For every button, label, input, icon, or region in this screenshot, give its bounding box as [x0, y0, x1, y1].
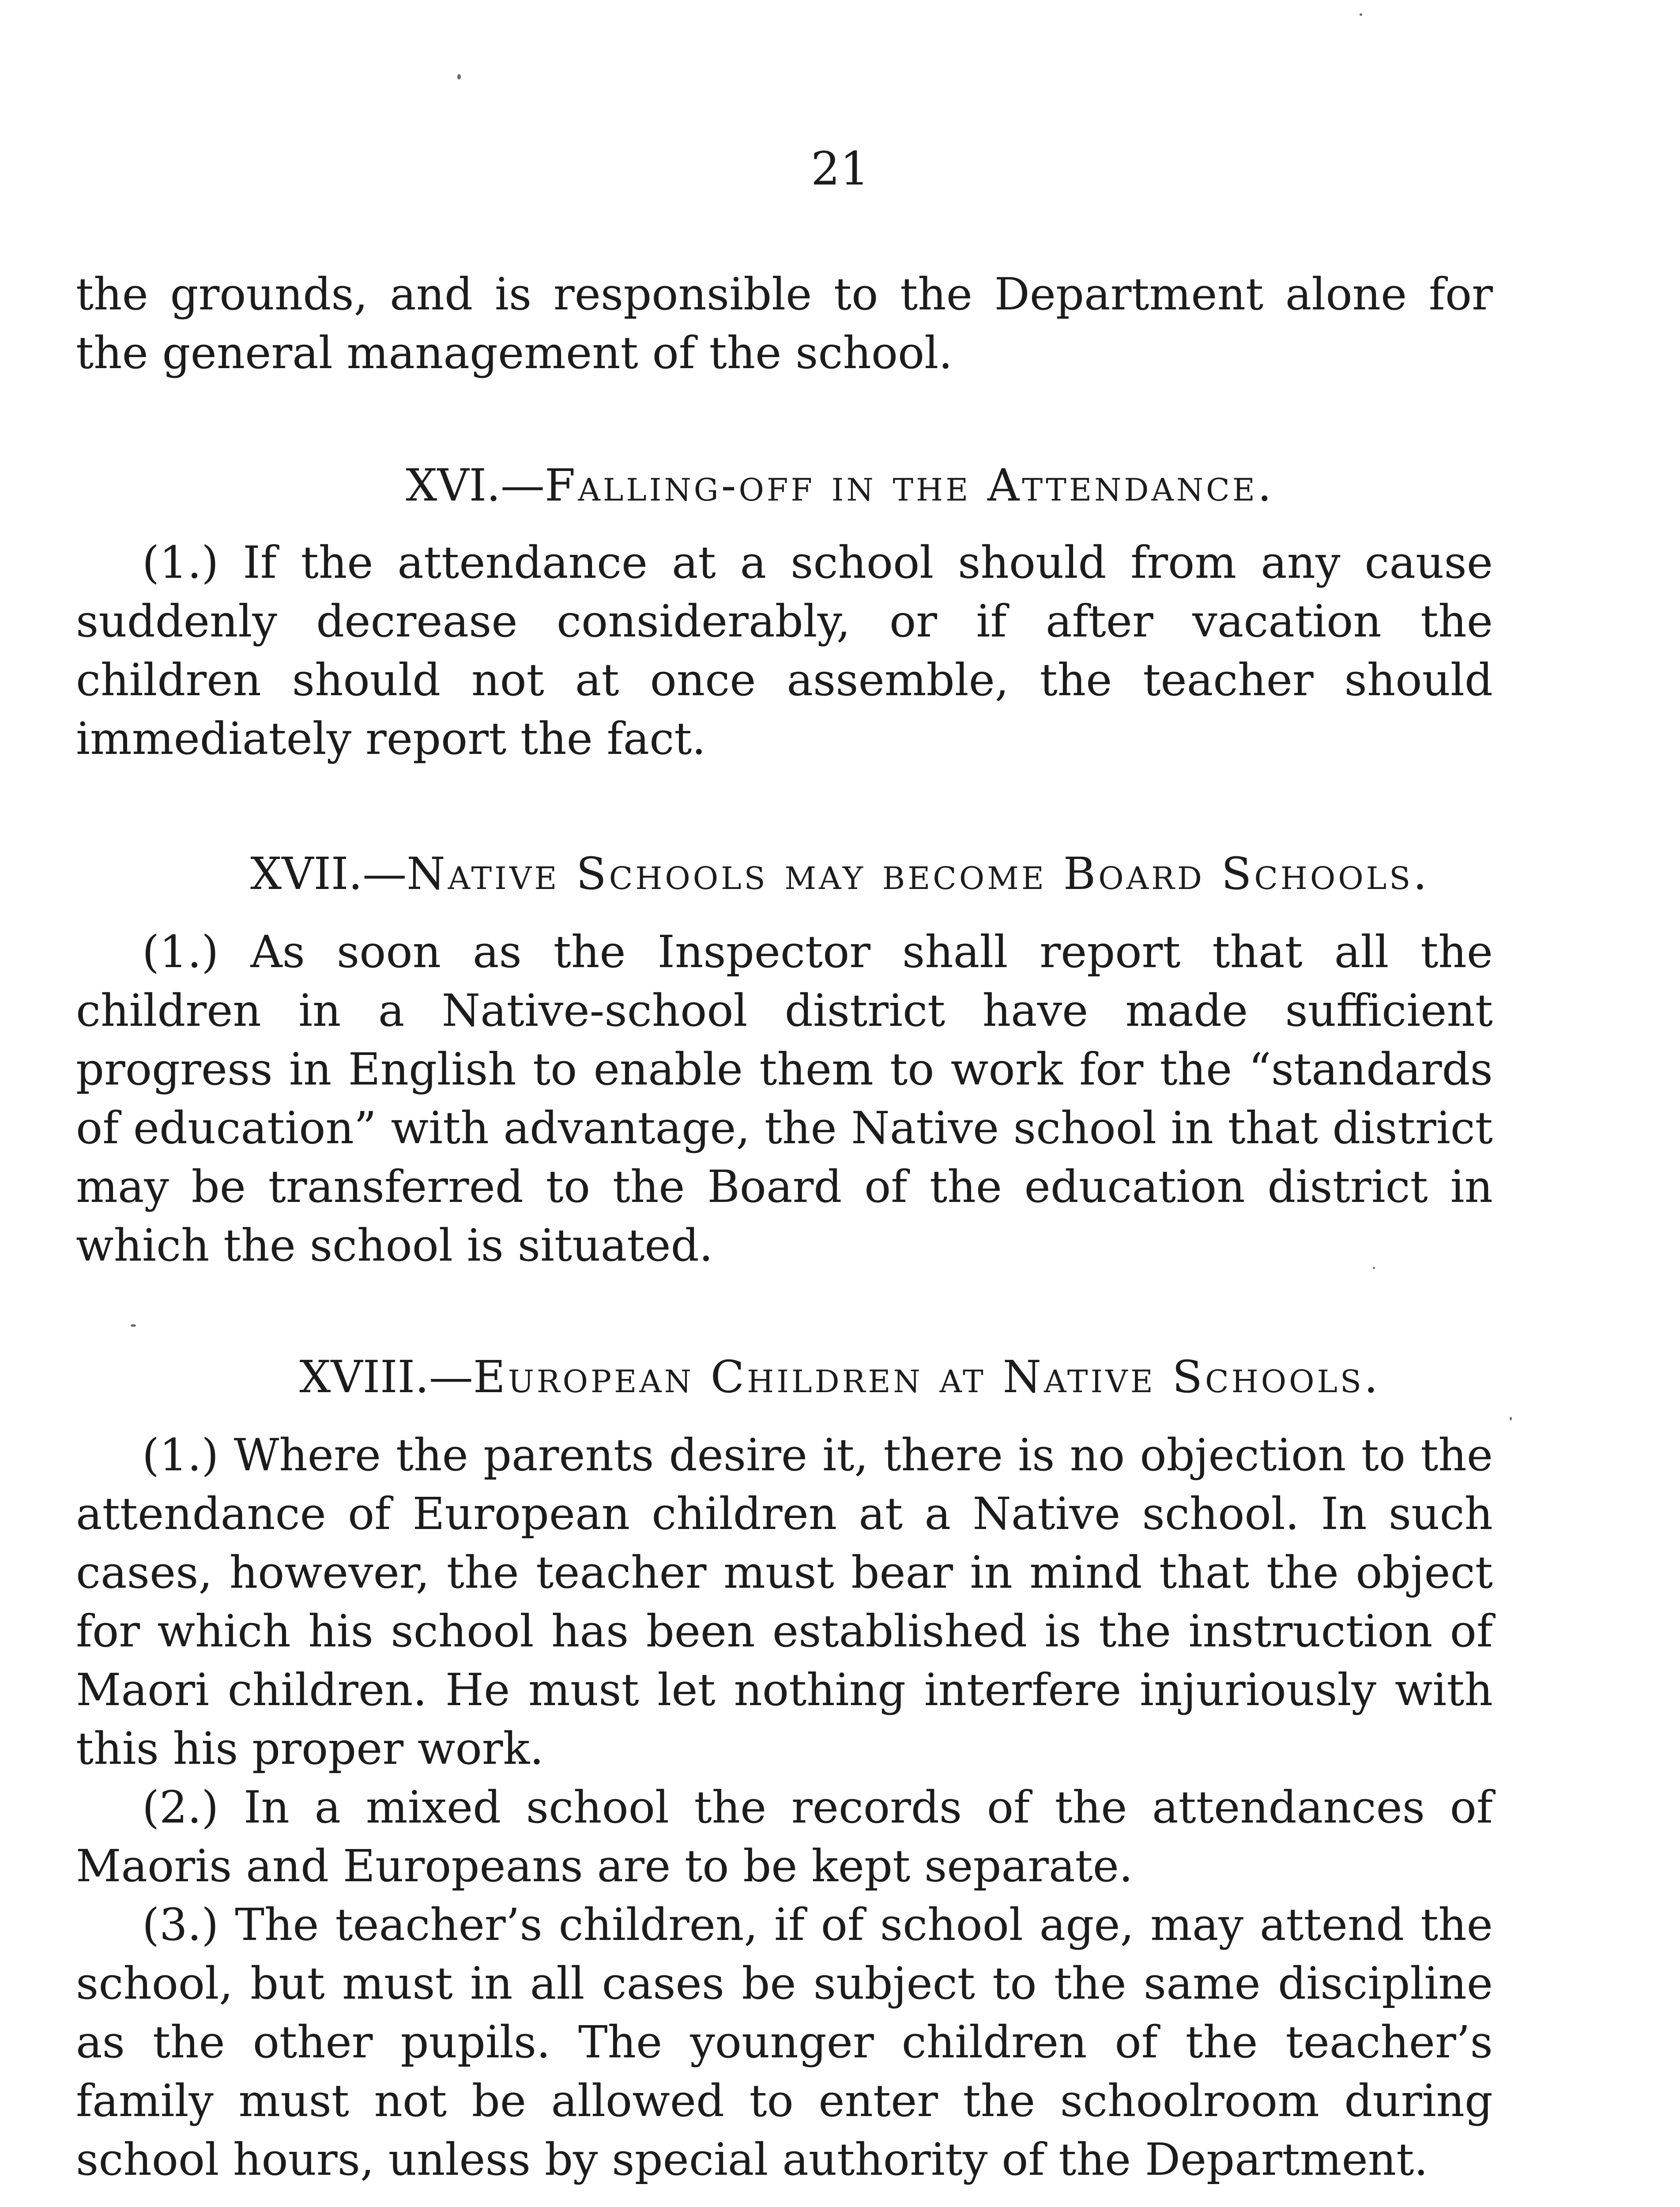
- section-numeral: XVIII.—: [299, 1351, 473, 1403]
- print-speck: [1510, 1417, 1512, 1420]
- opening-paragraph-block: [76, 265, 1493, 382]
- section-heading-xvii: [0, 848, 1680, 900]
- section-body-xvi: [76, 533, 1493, 768]
- section-title: European Children at Native Schools.: [473, 1351, 1381, 1403]
- paragraph: (3.) The teacher’s children, if of school age, may attend the school, but must in all cases be subject to the same discipline as the other pupils. The younger children of the teacher’s family must not be allowed to enter the schoolroom during school hours, unless by special authority of the Department.: [76, 1899, 1493, 2185]
- section-heading-xvi: [0, 459, 1680, 511]
- print-speck: [131, 1324, 136, 1327]
- opening-paragraph: the grounds, and is responsible to the Department alone for the general management of the school.: [76, 268, 1493, 379]
- section-body-xviii: [76, 1426, 1493, 2189]
- paragraph: (1.) Where the parents desire it, there is no objection to the attendance of European children at a Native school. In such cases, however, the teacher must bear in mind that the object for which his school has been established is the instruction of Maori children. He must let nothing interfere injuriously with this his proper work.: [76, 1429, 1493, 1774]
- print-speck: [457, 74, 461, 79]
- section-title: Falling-off in the Attendance.: [544, 459, 1274, 511]
- section-numeral: XVII.—: [250, 848, 407, 900]
- section-numeral: XVI.—: [406, 459, 545, 511]
- paragraph: (1.) As soon as the Inspector shall report that all the children in a Native-school district have made sufficient progress in English to enable them to work for the “standards of education” with advantage, the Native school in that district may be transferred to the Board of the education district in which the school is situated.: [76, 926, 1493, 1271]
- page-number: 21: [810, 142, 870, 196]
- print-speck: [1373, 1267, 1375, 1269]
- section-body-xvii: [76, 923, 1493, 1275]
- paragraph: (1.) If the attendance at a school should from any cause suddenly decrease considerably, or if after vacation the children should not at once assemble, the teacher should immediately report the fact.: [76, 537, 1493, 765]
- paragraph: (2.) In a mixed school the records of the attendances of Maoris and Europeans are to be kept separate.: [76, 1781, 1493, 1892]
- section-title: Native Schools may become Board Schools.: [407, 848, 1430, 900]
- section-heading-xviii: [0, 1351, 1680, 1403]
- print-speck: [1360, 13, 1362, 16]
